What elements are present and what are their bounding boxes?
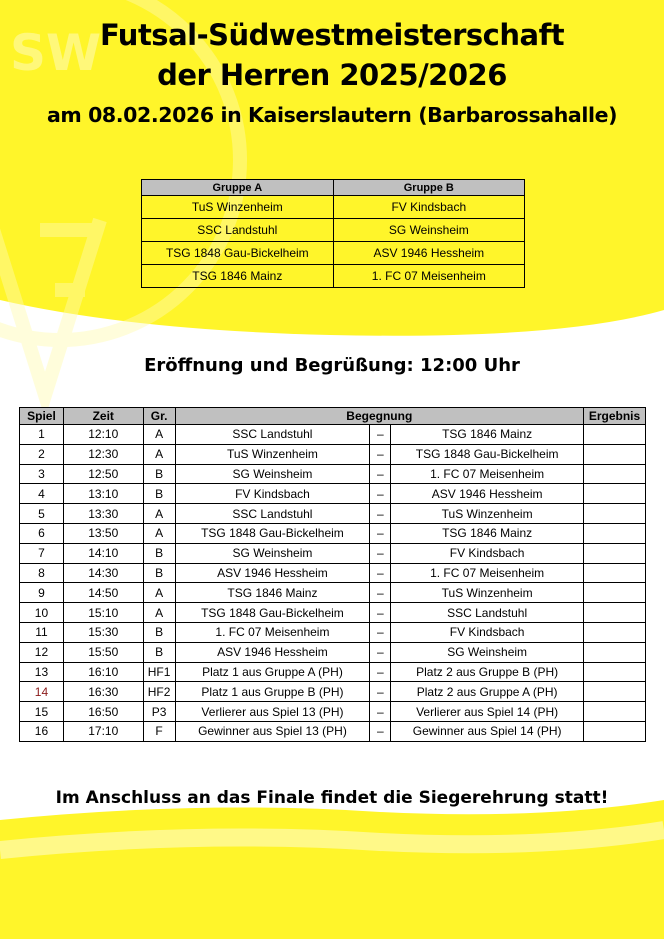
table-row <box>20 702 646 722</box>
away-team: TSG 1848 Gau-Bickelheim <box>391 444 584 464</box>
match-group: B <box>143 642 175 662</box>
page-title-line1: Futsal-Südwestmeisterschaft <box>99 18 565 52</box>
home-team: SSC Landstuhl <box>175 425 370 445</box>
match-time: 16:10 <box>63 662 143 682</box>
match-number: 12 <box>20 642 64 662</box>
schedule-table <box>19 407 646 742</box>
home-team: TuS Winzenheim <box>175 444 370 464</box>
group-b-team: SG Weinsheim <box>333 219 524 242</box>
away-team: FV Kindsbach <box>391 543 584 563</box>
match-result <box>584 642 646 662</box>
match-result <box>584 484 646 504</box>
away-team: Platz 2 aus Gruppe B (PH) <box>391 662 584 682</box>
separator: – <box>370 504 391 524</box>
match-group: A <box>143 603 175 623</box>
match-time: 13:50 <box>63 523 143 543</box>
away-team: FV Kindsbach <box>391 622 584 642</box>
match-number: 4 <box>20 484 64 504</box>
group-row <box>142 196 525 219</box>
home-team: Verlierer aus Spiel 13 (PH) <box>175 702 370 722</box>
match-number: 5 <box>20 504 64 524</box>
match-time: 13:30 <box>63 504 143 524</box>
separator: – <box>370 662 391 682</box>
group-b-team: 1. FC 07 Meisenheim <box>333 265 524 288</box>
home-team: Platz 1 aus Gruppe A (PH) <box>175 662 370 682</box>
match-result <box>584 721 646 741</box>
match-time: 14:10 <box>63 543 143 563</box>
match-time: 12:30 <box>63 444 143 464</box>
group-a-team: SSC Landstuhl <box>142 219 334 242</box>
table-row <box>20 662 646 682</box>
match-time: 15:10 <box>63 603 143 623</box>
match-number: 14 <box>20 682 64 702</box>
match-time: 17:10 <box>63 721 143 741</box>
home-team: 1. FC 07 Meisenheim <box>175 622 370 642</box>
col-ergebnis: Ergebnis <box>584 408 646 425</box>
table-row <box>20 682 646 702</box>
home-team: SG Weinsheim <box>175 543 370 563</box>
separator: – <box>370 702 391 722</box>
match-number: 7 <box>20 543 64 563</box>
match-result <box>584 444 646 464</box>
opening-time: Eröffnung und Begrüßung: 12:00 Uhr <box>144 355 520 376</box>
home-team: TSG 1848 Gau-Bickelheim <box>175 523 370 543</box>
separator: – <box>370 484 391 504</box>
match-group: A <box>143 504 175 524</box>
match-time: 16:30 <box>63 682 143 702</box>
match-group: A <box>143 523 175 543</box>
match-group: P3 <box>143 702 175 722</box>
match-result <box>584 563 646 583</box>
group-a-header: Gruppe A <box>142 180 334 196</box>
away-team: TSG 1846 Mainz <box>391 523 584 543</box>
match-group: HF1 <box>143 662 175 682</box>
away-team: Verlierer aus Spiel 14 (PH) <box>391 702 584 722</box>
table-row <box>20 642 646 662</box>
match-group: B <box>143 543 175 563</box>
home-team: FV Kindsbach <box>175 484 370 504</box>
match-result <box>584 464 646 484</box>
table-row <box>20 622 646 642</box>
col-spiel: Spiel <box>20 408 64 425</box>
match-group: A <box>143 583 175 603</box>
away-team: TuS Winzenheim <box>391 504 584 524</box>
match-number: 3 <box>20 464 64 484</box>
away-team: TuS Winzenheim <box>391 583 584 603</box>
separator: – <box>370 523 391 543</box>
match-time: 14:30 <box>63 563 143 583</box>
match-result <box>584 702 646 722</box>
page-subtitle: am 08.02.2026 in Kaiserslautern (Barbarossahalle) <box>46 103 618 127</box>
svg-text:SW: SW <box>10 24 102 82</box>
separator: – <box>370 603 391 623</box>
separator: – <box>370 425 391 445</box>
separator: – <box>370 583 391 603</box>
separator: – <box>370 721 391 741</box>
home-team: ASV 1946 Hessheim <box>175 563 370 583</box>
match-group: F <box>143 721 175 741</box>
match-number: 1 <box>20 425 64 445</box>
match-result <box>584 583 646 603</box>
match-number: 11 <box>20 622 64 642</box>
separator: – <box>370 444 391 464</box>
separator: – <box>370 563 391 583</box>
col-begegnung: Begegnung <box>175 408 583 425</box>
match-result <box>584 682 646 702</box>
match-time: 15:50 <box>63 642 143 662</box>
table-row <box>20 523 646 543</box>
away-team: SG Weinsheim <box>391 642 584 662</box>
group-a-team: TSG 1846 Mainz <box>142 265 334 288</box>
match-number: 10 <box>20 603 64 623</box>
home-team: Platz 1 aus Gruppe B (PH) <box>175 682 370 702</box>
match-group: B <box>143 484 175 504</box>
match-result <box>584 543 646 563</box>
col-gruppe: Gr. <box>143 408 175 425</box>
match-group: B <box>143 464 175 484</box>
match-result <box>584 662 646 682</box>
match-number: 13 <box>20 662 64 682</box>
match-result <box>584 622 646 642</box>
table-row <box>20 721 646 741</box>
table-row <box>20 484 646 504</box>
match-result <box>584 425 646 445</box>
group-b-header: Gruppe B <box>333 180 524 196</box>
separator: – <box>370 642 391 662</box>
group-a-team: TSG 1848 Gau-Bickelheim <box>142 242 334 265</box>
away-team: 1. FC 07 Meisenheim <box>391 563 584 583</box>
group-row <box>142 242 525 265</box>
group-b-team: FV Kindsbach <box>333 196 524 219</box>
separator: – <box>370 464 391 484</box>
match-result <box>584 504 646 524</box>
match-time: 14:50 <box>63 583 143 603</box>
col-zeit: Zeit <box>63 408 143 425</box>
away-team: Gewinner aus Spiel 14 (PH) <box>391 721 584 741</box>
separator: – <box>370 682 391 702</box>
away-team: 1. FC 07 Meisenheim <box>391 464 584 484</box>
home-team: ASV 1946 Hessheim <box>175 642 370 662</box>
home-team: SSC Landstuhl <box>175 504 370 524</box>
home-team: Gewinner aus Spiel 13 (PH) <box>175 721 370 741</box>
closing-note: Im Anschluss an das Finale findet die Siegerehrung statt! <box>55 788 609 808</box>
match-time: 12:10 <box>63 425 143 445</box>
group-b-team: ASV 1946 Hessheim <box>333 242 524 265</box>
match-time: 12:50 <box>63 464 143 484</box>
match-time: 13:10 <box>63 484 143 504</box>
match-number: 15 <box>20 702 64 722</box>
page-title-line2: der Herren 2025/2026 <box>157 58 507 92</box>
separator: – <box>370 543 391 563</box>
group-row <box>142 219 525 242</box>
away-team: ASV 1946 Hessheim <box>391 484 584 504</box>
match-time: 15:30 <box>63 622 143 642</box>
match-number: 8 <box>20 563 64 583</box>
table-row <box>20 444 646 464</box>
match-group: B <box>143 563 175 583</box>
groups-table <box>141 179 525 288</box>
table-row <box>20 583 646 603</box>
home-team: SG Weinsheim <box>175 464 370 484</box>
match-group: A <box>143 444 175 464</box>
home-team: TSG 1846 Mainz <box>175 583 370 603</box>
group-row <box>142 265 525 288</box>
separator: – <box>370 622 391 642</box>
match-group: B <box>143 622 175 642</box>
match-time: 16:50 <box>63 702 143 722</box>
match-result <box>584 603 646 623</box>
group-a-team: TuS Winzenheim <box>142 196 334 219</box>
away-team: Platz 2 aus Gruppe A (PH) <box>391 682 584 702</box>
away-team: SSC Landstuhl <box>391 603 584 623</box>
table-row <box>20 504 646 524</box>
match-result <box>584 523 646 543</box>
match-group: HF2 <box>143 682 175 702</box>
home-team: TSG 1848 Gau-Bickelheim <box>175 603 370 623</box>
table-row <box>20 543 646 563</box>
table-row <box>20 603 646 623</box>
table-row <box>20 425 646 445</box>
match-number: 9 <box>20 583 64 603</box>
match-number: 6 <box>20 523 64 543</box>
away-team: TSG 1846 Mainz <box>391 425 584 445</box>
match-number: 16 <box>20 721 64 741</box>
table-row <box>20 563 646 583</box>
table-row <box>20 464 646 484</box>
match-group: A <box>143 425 175 445</box>
match-number: 2 <box>20 444 64 464</box>
